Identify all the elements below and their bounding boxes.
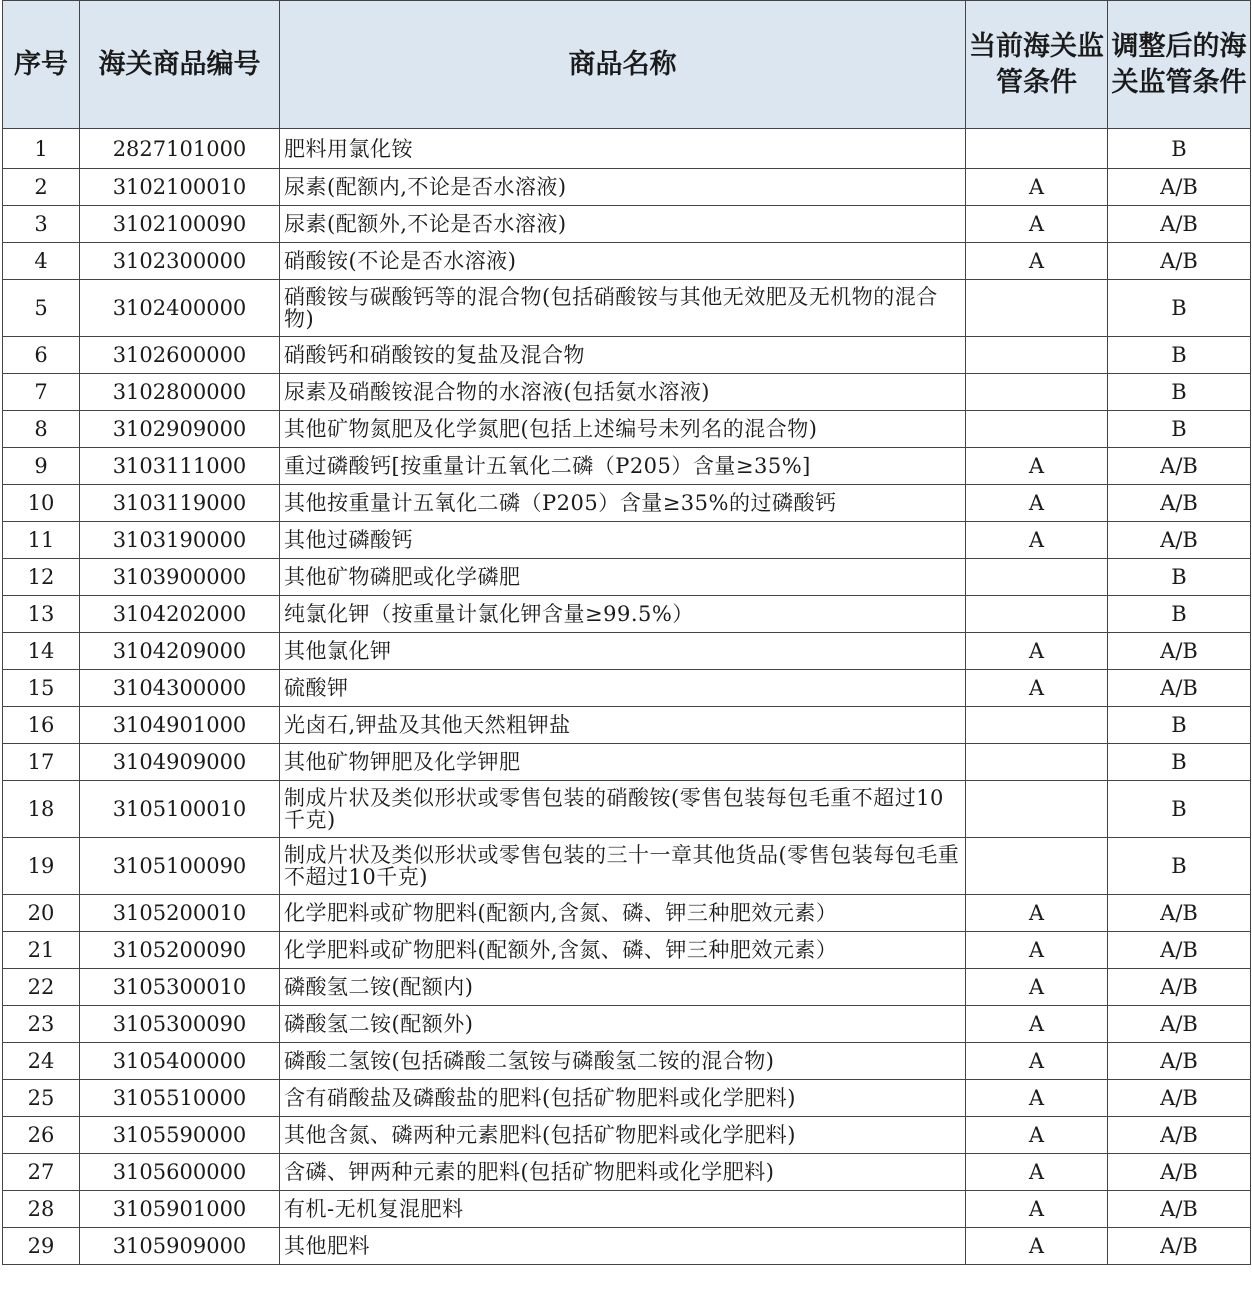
row-current-condition xyxy=(966,596,1108,633)
table-row xyxy=(3,374,1251,411)
row-name: 其他氯化钾 xyxy=(280,633,966,670)
table-row xyxy=(3,169,1251,206)
row-seq: 11 xyxy=(3,522,80,559)
row-name: 肥料用氯化铵 xyxy=(280,129,966,169)
row-name: 制成片状及类似形状或零售包装的硝酸铵(零售包装每包毛重不超过10千克) xyxy=(280,781,966,838)
table-row xyxy=(3,744,1251,781)
table-row xyxy=(3,129,1251,169)
table-row xyxy=(3,485,1251,522)
row-code: 3105901000 xyxy=(80,1191,280,1228)
row-current-condition xyxy=(966,707,1108,744)
row-adjusted-condition: A/B xyxy=(1108,206,1251,243)
row-seq: 25 xyxy=(3,1080,80,1117)
row-code: 3105100090 xyxy=(80,838,280,895)
row-adjusted-condition: B xyxy=(1108,280,1251,337)
row-code: 3105510000 xyxy=(80,1080,280,1117)
row-name: 化学肥料或矿物肥料(配额外,含氮、磷、钾三种肥效元素） xyxy=(280,932,966,969)
row-seq: 18 xyxy=(3,781,80,838)
row-name: 含磷、钾两种元素的肥料(包括矿物肥料或化学肥料) xyxy=(280,1154,966,1191)
table-row xyxy=(3,243,1251,280)
table-row xyxy=(3,1006,1251,1043)
row-current-condition xyxy=(966,337,1108,374)
row-current-condition: A xyxy=(966,485,1108,522)
row-code: 3103119000 xyxy=(80,485,280,522)
row-adjusted-condition: A/B xyxy=(1108,1117,1251,1154)
table-body xyxy=(3,129,1251,1265)
row-name: 其他含氮、磷两种元素肥料(包括矿物肥料或化学肥料) xyxy=(280,1117,966,1154)
row-adjusted-condition: A/B xyxy=(1108,1154,1251,1191)
row-name: 尿素及硝酸铵混合物的水溶液(包括氨水溶液) xyxy=(280,374,966,411)
row-current-condition xyxy=(966,374,1108,411)
row-adjusted-condition: B xyxy=(1108,337,1251,374)
table-row xyxy=(3,1080,1251,1117)
row-code: 3104901000 xyxy=(80,707,280,744)
header-row xyxy=(3,1,1251,129)
row-adjusted-condition: A/B xyxy=(1108,1080,1251,1117)
row-seq: 7 xyxy=(3,374,80,411)
row-name: 其他过磷酸钙 xyxy=(280,522,966,559)
row-code: 3105590000 xyxy=(80,1117,280,1154)
row-code: 3104202000 xyxy=(80,596,280,633)
row-adjusted-condition: A/B xyxy=(1108,1006,1251,1043)
row-adjusted-condition: B xyxy=(1108,781,1251,838)
row-seq: 27 xyxy=(3,1154,80,1191)
row-seq: 12 xyxy=(3,559,80,596)
fertilizer-customs-table xyxy=(2,0,1251,1265)
row-current-condition xyxy=(966,411,1108,448)
row-seq: 29 xyxy=(3,1228,80,1265)
row-current-condition: A xyxy=(966,243,1108,280)
row-seq: 21 xyxy=(3,932,80,969)
row-current-condition: A xyxy=(966,969,1108,1006)
row-name: 化学肥料或矿物肥料(配额内,含氮、磷、钾三种肥效元素） xyxy=(280,895,966,932)
row-name: 光卤石,钾盐及其他天然粗钾盐 xyxy=(280,707,966,744)
row-code: 3103900000 xyxy=(80,559,280,596)
row-seq: 10 xyxy=(3,485,80,522)
row-adjusted-condition: B xyxy=(1108,411,1251,448)
row-code: 3103190000 xyxy=(80,522,280,559)
table-row xyxy=(3,633,1251,670)
table-row xyxy=(3,1043,1251,1080)
row-seq: 16 xyxy=(3,707,80,744)
row-code: 3102100010 xyxy=(80,169,280,206)
row-seq: 8 xyxy=(3,411,80,448)
row-current-condition: A xyxy=(966,1080,1108,1117)
table-row xyxy=(3,559,1251,596)
row-seq: 24 xyxy=(3,1043,80,1080)
row-code: 3105200010 xyxy=(80,895,280,932)
row-seq: 15 xyxy=(3,670,80,707)
row-adjusted-condition: B xyxy=(1108,374,1251,411)
row-name: 其他矿物磷肥或化学磷肥 xyxy=(280,559,966,596)
row-code: 3102400000 xyxy=(80,280,280,337)
row-seq: 26 xyxy=(3,1117,80,1154)
row-current-condition: A xyxy=(966,895,1108,932)
row-name: 磷酸氢二铵(配额外) xyxy=(280,1006,966,1043)
row-adjusted-condition: A/B xyxy=(1108,932,1251,969)
row-name: 磷酸二氢铵(包括磷酸二氢铵与磷酸氢二铵的混合物) xyxy=(280,1043,966,1080)
row-current-condition: A xyxy=(966,670,1108,707)
row-current-condition: A xyxy=(966,1117,1108,1154)
row-code: 3103111000 xyxy=(80,448,280,485)
row-name: 硝酸铵(不论是否水溶液) xyxy=(280,243,966,280)
row-adjusted-condition: A/B xyxy=(1108,448,1251,485)
row-seq: 9 xyxy=(3,448,80,485)
row-code: 3105600000 xyxy=(80,1154,280,1191)
table-row xyxy=(3,448,1251,485)
row-code: 3104209000 xyxy=(80,633,280,670)
row-current-condition: A xyxy=(966,522,1108,559)
row-code: 3104909000 xyxy=(80,744,280,781)
table-row xyxy=(3,206,1251,243)
header-code: 海关商品编号 xyxy=(80,1,280,129)
row-name: 硫酸钾 xyxy=(280,670,966,707)
row-current-condition xyxy=(966,838,1108,895)
table-row xyxy=(3,932,1251,969)
row-adjusted-condition: B xyxy=(1108,596,1251,633)
row-current-condition xyxy=(966,129,1108,169)
row-current-condition xyxy=(966,781,1108,838)
row-name: 其他矿物钾肥及化学钾肥 xyxy=(280,744,966,781)
row-name: 硝酸钙和硝酸铵的复盐及混合物 xyxy=(280,337,966,374)
row-name: 其他矿物氮肥及化学氮肥(包括上述编号未列名的混合物) xyxy=(280,411,966,448)
row-current-condition xyxy=(966,744,1108,781)
row-current-condition: A xyxy=(966,633,1108,670)
table-row xyxy=(3,522,1251,559)
row-current-condition: A xyxy=(966,1043,1108,1080)
row-name: 尿素(配额外,不论是否水溶液) xyxy=(280,206,966,243)
row-seq: 19 xyxy=(3,838,80,895)
table-row xyxy=(3,707,1251,744)
row-adjusted-condition: A/B xyxy=(1108,969,1251,1006)
table-row xyxy=(3,596,1251,633)
row-current-condition: A xyxy=(966,169,1108,206)
row-current-condition: A xyxy=(966,1006,1108,1043)
row-code: 3102800000 xyxy=(80,374,280,411)
row-adjusted-condition: A/B xyxy=(1108,522,1251,559)
row-adjusted-condition: A/B xyxy=(1108,1043,1251,1080)
row-adjusted-condition: A/B xyxy=(1108,670,1251,707)
header-current-condition: 当前海关监管条件 xyxy=(966,1,1108,129)
row-seq: 6 xyxy=(3,337,80,374)
row-adjusted-condition: A/B xyxy=(1108,485,1251,522)
row-name: 重过磷酸钙[按重量计五氧化二磷（P205）含量≥35%] xyxy=(280,448,966,485)
row-current-condition: A xyxy=(966,1228,1108,1265)
row-current-condition: A xyxy=(966,206,1108,243)
row-seq: 3 xyxy=(3,206,80,243)
row-current-condition: A xyxy=(966,932,1108,969)
row-code: 3102300000 xyxy=(80,243,280,280)
row-seq: 20 xyxy=(3,895,80,932)
row-name: 制成片状及类似形状或零售包装的三十一章其他货品(零售包装每包毛重不超过10千克) xyxy=(280,838,966,895)
row-name: 尿素(配额内,不论是否水溶液) xyxy=(280,169,966,206)
row-name: 其他按重量计五氧化二磷（P205）含量≥35%的过磷酸钙 xyxy=(280,485,966,522)
row-seq: 1 xyxy=(3,129,80,169)
table-row xyxy=(3,1228,1251,1265)
row-seq: 4 xyxy=(3,243,80,280)
row-code: 3102909000 xyxy=(80,411,280,448)
row-name: 其他肥料 xyxy=(280,1228,966,1265)
row-code: 3102600000 xyxy=(80,337,280,374)
row-code: 3104300000 xyxy=(80,670,280,707)
table-row xyxy=(3,1117,1251,1154)
row-seq: 14 xyxy=(3,633,80,670)
row-adjusted-condition: B xyxy=(1108,707,1251,744)
row-name: 纯氯化钾（按重量计氯化钾含量≥99.5%） xyxy=(280,596,966,633)
row-adjusted-condition: B xyxy=(1108,559,1251,596)
header-adjusted-condition: 调整后的海关监管条件 xyxy=(1108,1,1251,129)
table-row xyxy=(3,969,1251,1006)
header-seq: 序号 xyxy=(3,1,80,129)
row-adjusted-condition: A/B xyxy=(1108,169,1251,206)
row-adjusted-condition: A/B xyxy=(1108,633,1251,670)
row-current-condition xyxy=(966,280,1108,337)
row-adjusted-condition: A/B xyxy=(1108,895,1251,932)
row-seq: 22 xyxy=(3,969,80,1006)
row-code: 3105400000 xyxy=(80,1043,280,1080)
row-seq: 2 xyxy=(3,169,80,206)
row-name: 硝酸铵与碳酸钙等的混合物(包括硝酸铵与其他无效肥及无机物的混合物) xyxy=(280,280,966,337)
row-seq: 17 xyxy=(3,744,80,781)
row-seq: 13 xyxy=(3,596,80,633)
row-code: 3102100090 xyxy=(80,206,280,243)
row-current-condition: A xyxy=(966,1154,1108,1191)
row-adjusted-condition: B xyxy=(1108,744,1251,781)
table-row xyxy=(3,670,1251,707)
row-code: 2827101000 xyxy=(80,129,280,169)
header-name: 商品名称 xyxy=(280,1,966,129)
row-code: 3105200090 xyxy=(80,932,280,969)
row-current-condition: A xyxy=(966,448,1108,485)
row-adjusted-condition: A/B xyxy=(1108,1191,1251,1228)
row-name: 含有硝酸盐及磷酸盐的肥料(包括矿物肥料或化学肥料) xyxy=(280,1080,966,1117)
table-row xyxy=(3,895,1251,932)
row-seq: 5 xyxy=(3,280,80,337)
table-row xyxy=(3,337,1251,374)
table-row xyxy=(3,1191,1251,1228)
row-adjusted-condition: A/B xyxy=(1108,1228,1251,1265)
table-row xyxy=(3,781,1251,838)
row-adjusted-condition: A/B xyxy=(1108,243,1251,280)
table-row xyxy=(3,838,1251,895)
row-adjusted-condition: B xyxy=(1108,838,1251,895)
row-name: 有机-无机复混肥料 xyxy=(280,1191,966,1228)
row-name: 磷酸氢二铵(配额内) xyxy=(280,969,966,1006)
table-row xyxy=(3,411,1251,448)
row-code: 3105300010 xyxy=(80,969,280,1006)
row-current-condition: A xyxy=(966,1191,1108,1228)
row-code: 3105909000 xyxy=(80,1228,280,1265)
row-code: 3105100010 xyxy=(80,781,280,838)
table-row xyxy=(3,1154,1251,1191)
row-seq: 23 xyxy=(3,1006,80,1043)
row-adjusted-condition: B xyxy=(1108,129,1251,169)
row-seq: 28 xyxy=(3,1191,80,1228)
row-code: 3105300090 xyxy=(80,1006,280,1043)
table-row xyxy=(3,280,1251,337)
row-current-condition xyxy=(966,559,1108,596)
